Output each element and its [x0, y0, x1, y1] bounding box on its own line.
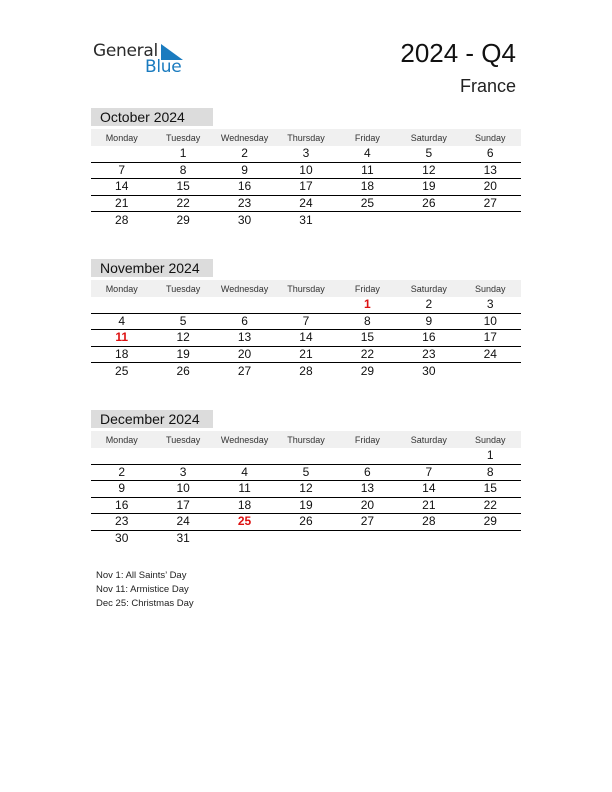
- weekday-label: Friday: [354, 434, 380, 445]
- weekday-label: Wednesday: [220, 434, 269, 445]
- day-cell: 31: [299, 212, 313, 227]
- day-cell: 6: [241, 313, 248, 328]
- day-cell: 1: [179, 146, 187, 161]
- day-cell: 12: [299, 481, 313, 496]
- day-cell: 18: [237, 497, 252, 512]
- day-cell: 5: [425, 146, 433, 161]
- week-row: [91, 179, 521, 196]
- day-cell: 23: [422, 346, 436, 361]
- week-row: [91, 363, 521, 380]
- day-cell: 21: [299, 346, 313, 361]
- day-cell: 13: [360, 481, 375, 496]
- month-label: November 2024: [91, 259, 213, 277]
- week-row: [91, 146, 521, 163]
- day-cell: 8: [486, 464, 494, 479]
- weekday-label: Tuesday: [166, 283, 201, 294]
- holiday-note: Nov 1: All Saints’ Day: [96, 570, 187, 581]
- weekday-label: Monday: [105, 434, 138, 445]
- month-calendar-october: [91, 108, 521, 229]
- day-cell: 28: [422, 514, 436, 529]
- day-cell: 22: [483, 497, 497, 512]
- day-cell: 25: [115, 363, 129, 378]
- day-cell: 21: [422, 497, 436, 512]
- month-label: October 2024: [91, 108, 213, 126]
- logo: [93, 40, 193, 80]
- logo-text-general: General: [93, 41, 158, 61]
- day-cell: 24: [176, 514, 190, 529]
- day-cell: 1: [486, 448, 494, 463]
- day-cell: 5: [179, 313, 187, 328]
- day-cell: 16: [422, 330, 436, 345]
- day-cell: 29: [176, 212, 190, 227]
- day-cell: 4: [364, 146, 371, 161]
- weekday-label: Thursday: [287, 283, 325, 294]
- holiday-note: Dec 25: Christmas Day: [96, 598, 194, 609]
- day-cell: 29: [483, 514, 497, 529]
- weekday-label: Sunday: [474, 132, 506, 143]
- day-cell: 25: [360, 195, 375, 210]
- day-cell: 24: [299, 195, 313, 210]
- day-cell: 4: [241, 464, 248, 479]
- day-cell: 20: [237, 346, 252, 361]
- day-cell: 15: [360, 330, 375, 345]
- week-row: [91, 163, 521, 180]
- weekday-header: [91, 431, 521, 448]
- weekday-label: Saturday: [410, 283, 447, 294]
- weekday-label: Sunday: [474, 434, 506, 445]
- day-cell: 22: [360, 346, 375, 361]
- day-cell: 10: [299, 162, 313, 177]
- weekday-label: Tuesday: [166, 132, 201, 143]
- day-cell: 20: [483, 179, 497, 194]
- week-row: [91, 212, 521, 229]
- day-cell: 3: [179, 464, 187, 479]
- day-cell: 19: [299, 497, 313, 512]
- week-row: [91, 196, 521, 213]
- day-cell: 29: [360, 363, 375, 378]
- weekday-label: Wednesday: [220, 132, 269, 143]
- day-cell: 14: [422, 481, 436, 496]
- day-cell: 28: [115, 212, 129, 227]
- day-cell: 11: [238, 481, 251, 496]
- day-cell: 19: [176, 346, 190, 361]
- day-cell: 31: [176, 531, 190, 546]
- day-cell: 13: [237, 330, 252, 345]
- day-cell: 9: [241, 162, 248, 177]
- day-cell: 13: [483, 162, 497, 177]
- day-cell: 14: [299, 330, 313, 345]
- day-cell: 18: [360, 179, 375, 194]
- month-label: December 2024: [91, 410, 213, 428]
- week-row: [91, 531, 521, 548]
- country-name: France: [459, 76, 516, 96]
- day-cell: 7: [425, 464, 433, 479]
- weekday-label: Saturday: [410, 434, 447, 445]
- day-cell: 8: [179, 162, 187, 177]
- day-cell: 27: [483, 195, 497, 210]
- holiday-note: Nov 11: Armistice Day: [96, 584, 189, 595]
- week-row: [91, 330, 521, 347]
- day-cell: 21: [115, 195, 129, 210]
- day-cell: 30: [115, 531, 129, 546]
- day-cell: 12: [422, 162, 436, 177]
- day-cell: 22: [176, 195, 190, 210]
- day-cell: 16: [237, 179, 252, 194]
- day-cell: 15: [483, 481, 497, 496]
- day-cell: 26: [422, 195, 436, 210]
- day-cell: 26: [176, 363, 190, 378]
- week-row: [91, 448, 521, 465]
- holiday-day-cell: 11: [115, 330, 129, 345]
- day-cell: 24: [483, 346, 497, 361]
- day-cell: 6: [486, 146, 494, 161]
- week-row: [91, 297, 521, 314]
- day-cell: 5: [302, 464, 310, 479]
- weekday-header: [91, 129, 521, 146]
- weekday-label: Friday: [354, 283, 380, 294]
- holiday-day-cell: 25: [237, 514, 252, 529]
- day-cell: 2: [425, 297, 433, 312]
- day-cell: 27: [360, 514, 375, 529]
- day-cell: 17: [299, 179, 313, 194]
- day-cell: 28: [299, 363, 313, 378]
- week-row: [91, 465, 521, 482]
- day-cell: 16: [115, 497, 129, 512]
- day-cell: 8: [364, 313, 371, 328]
- day-cell: 15: [176, 179, 190, 194]
- week-row: [91, 498, 521, 515]
- weekday-label: Friday: [354, 132, 380, 143]
- weekday-label: Sunday: [474, 283, 506, 294]
- week-row: [91, 481, 521, 498]
- day-cell: 4: [118, 313, 126, 328]
- weekday-label: Thursday: [287, 132, 325, 143]
- day-cell: 3: [302, 146, 310, 161]
- weekday-header: [91, 280, 521, 297]
- month-calendar-november: [91, 259, 521, 380]
- week-row: [91, 347, 521, 364]
- day-cell: 6: [364, 464, 371, 479]
- day-cell: 7: [302, 313, 310, 328]
- day-cell: 26: [299, 514, 313, 529]
- day-cell: 10: [176, 481, 190, 496]
- day-cell: 23: [115, 514, 129, 529]
- day-cell: 19: [422, 179, 436, 194]
- day-cell: 14: [115, 179, 129, 194]
- week-row: [91, 514, 521, 531]
- page-title: 2024 - Q4: [400, 38, 516, 68]
- day-cell: 10: [483, 313, 497, 328]
- day-cell: 18: [115, 346, 129, 361]
- weekday-label: Thursday: [287, 434, 325, 445]
- day-cell: 17: [483, 330, 497, 345]
- day-cell: 20: [360, 497, 375, 512]
- month-calendar-december: [91, 410, 521, 547]
- weekday-label: Monday: [105, 283, 138, 294]
- day-cell: 12: [176, 330, 190, 345]
- weekday-label: Tuesday: [166, 434, 201, 445]
- day-cell: 23: [237, 195, 252, 210]
- day-cell: 11: [361, 162, 374, 177]
- logo-text-blue: Blue: [145, 57, 182, 77]
- holiday-notes: [96, 569, 194, 611]
- day-cell: 9: [118, 481, 126, 496]
- day-cell: 9: [425, 313, 433, 328]
- weekday-label: Saturday: [410, 132, 447, 143]
- week-row: [91, 314, 521, 331]
- day-cell: 3: [486, 297, 494, 312]
- day-cell: 17: [176, 497, 190, 512]
- day-cell: 2: [241, 146, 248, 161]
- weekday-label: Wednesday: [220, 283, 269, 294]
- day-cell: 30: [237, 212, 252, 227]
- day-cell: 27: [237, 363, 252, 378]
- day-cell: 30: [422, 363, 436, 378]
- weekday-label: Monday: [105, 132, 138, 143]
- holiday-day-cell: 1: [364, 297, 371, 312]
- day-cell: 7: [118, 162, 126, 177]
- day-cell: 2: [118, 464, 126, 479]
